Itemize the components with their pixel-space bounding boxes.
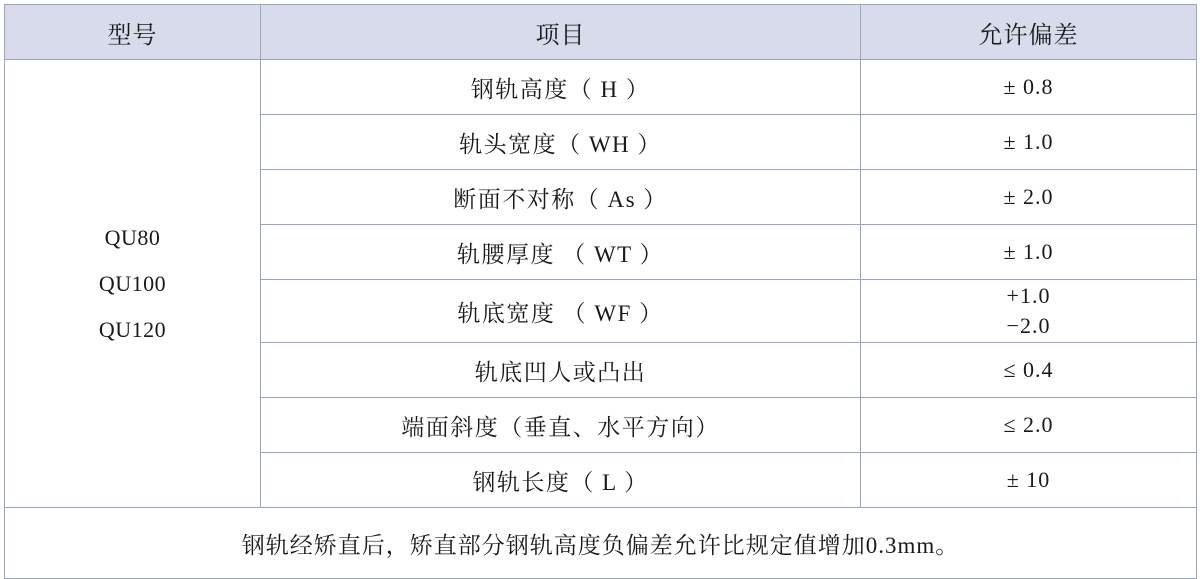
- item-cell: 轨腰厚度 （ WT ）: [261, 225, 861, 280]
- table-row: [5, 60, 1197, 115]
- model-cell: [5, 60, 261, 508]
- tolerance-upper: +1.0: [1006, 283, 1051, 308]
- column-header-item: 项目: [261, 5, 861, 60]
- item-cell: 断面不对称（ As ）: [261, 170, 861, 225]
- table-note: 钢轨经矫直后，矫直部分钢轨高度负偏差允许比规定值增加0.3mm。: [5, 508, 1197, 579]
- item-cell: 轨底凹人或凸出: [261, 343, 861, 398]
- item-cell: 钢轨长度（ L ）: [261, 453, 861, 508]
- item-cell: 轨底宽度 （ WF ）: [261, 280, 861, 343]
- model-value: QU80: [104, 224, 161, 250]
- table-header: [5, 5, 1197, 60]
- table-body: [5, 60, 1197, 579]
- tolerance-cell: ± 10: [861, 453, 1197, 508]
- model-value: QU100: [98, 270, 167, 296]
- tolerance-cell: ≤ 2.0: [861, 398, 1197, 453]
- tolerance-cell: ± 2.0: [861, 170, 1197, 225]
- model-value: QU120: [98, 316, 167, 342]
- item-cell: 端面斜度（垂直、水平方向）: [261, 398, 861, 453]
- column-header-model: 型号: [5, 5, 261, 60]
- item-cell: 钢轨高度（ H ）: [261, 60, 861, 115]
- tolerance-cell: ± 1.0: [861, 225, 1197, 280]
- rail-tolerance-table: [4, 4, 1197, 579]
- tolerance-cell: ± 1.0: [861, 115, 1197, 170]
- table-header-row: [5, 5, 1197, 60]
- item-cell: 轨头宽度（ WH ）: [261, 115, 861, 170]
- column-header-tolerance: 允许偏差: [861, 5, 1197, 60]
- tolerance-lower: −2.0: [1006, 313, 1051, 338]
- tolerance-cell: ± 0.8: [861, 60, 1197, 115]
- table-note-row: [5, 508, 1197, 579]
- tolerance-cell: ≤ 0.4: [861, 343, 1197, 398]
- tolerance-cell: [861, 280, 1197, 343]
